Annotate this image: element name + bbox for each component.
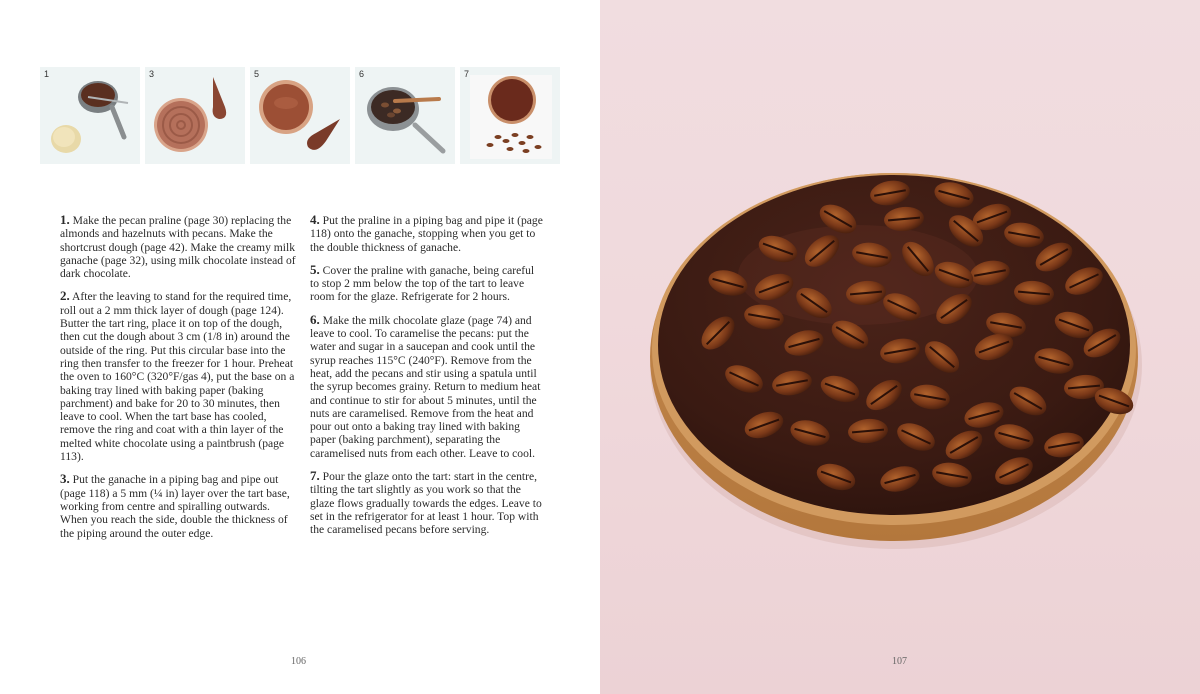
step-photo-label: 7: [464, 69, 470, 79]
piped-ganache-image: [145, 67, 245, 164]
method-step-6: 6. Make the milk chocolate glaze (page 74) and leave to cool. To caramelise the pecans: put the water and sugar in a saucepan and cook until the syrup reaches 115°C (240°F). Remove from the heat, add the pecans and stir using a spatula until the syrup becomes grainy. Return to medium heat and continue to stir for about 5 minutes, until the nuts are caramelised. Remove from the heat and pour out onto a baking tray lined with baking paper (baking parchment), separating the caramelised nuts from each other. Leave to cool.: [310, 311, 541, 460]
page-number-left: 106: [291, 656, 306, 667]
method-step-1: 1. Make the pecan praline (page 30) replacing the almonds and hazelnuts with pecans. Make the shortcrust dough (page 42). Make the creamy milk ganache (page 32), using milk chocolate instead of dark chocolate.: [60, 212, 296, 281]
pecan-tart-image: [648, 165, 1144, 551]
step-photo-label: 6: [359, 69, 365, 79]
method-step-2: 2. After the leaving to stand for the required time, roll out a 2 mm thick layer of dough (page 124). Butter the tart ring, place it on top of the dough, then cut the dough about 3 cm (1/8 in) around the outside of the ring. Put this circular base into the ring then transfer to the freezer for 1 hour. Preheat the oven to 160°C (320°F/gas 4), put the base on a baking tray lined with baking paper (baking parchment) and bake for 20 to 30 minutes, then leave to cool. When the tart base has cooled, remove the ring and coat with a thin layer of the melted white chocolate using a paintbrush (page 113).: [60, 288, 295, 464]
caramelising-pecans-image: [355, 67, 455, 164]
step-photo-label: 1: [44, 69, 50, 79]
step-photo-label: 3: [149, 69, 155, 79]
step-photo-7: [460, 67, 560, 164]
method-step-3: 3. Put the ganache in a piping bag and pipe out (page 118) a 5 mm (¼ in) layer over the tart base, working from centre and spiralling outwards. When you reach the side, double the thickness of the piping around the outer edge.: [60, 471, 290, 540]
step-photo-strip: [40, 67, 560, 164]
covered-tart-image: [250, 67, 350, 164]
saucepan-ganache-image: [40, 67, 140, 164]
method-column-left: [60, 213, 296, 549]
method-step-4: 4. Put the praline in a piping bag and pipe it (page 118) onto the ganache, stopping when you get to the double thickness of ganache.: [310, 212, 543, 254]
step-photo-6: [355, 67, 455, 164]
step-photo-1: [40, 67, 140, 164]
pecan-tart-photo: [648, 165, 1144, 551]
method-column-right: [310, 213, 546, 546]
method-step-5: 5. Cover the praline with ganache, being careful to stop 2 mm below the top of the tart to leave room for the glaze. Refrigerate for 2 hours.: [310, 261, 535, 304]
step-photo-label: 5: [254, 69, 260, 79]
step-photo-3: [145, 67, 245, 164]
glazed-tart-with-pecans-image: [460, 67, 560, 164]
page-number-right: 107: [892, 656, 907, 667]
step-photo-5: [250, 67, 350, 164]
method-step-7: 7. Pour the glaze onto the tart: start in the centre, tilting the tart slightly as you work so that the glaze flows gradually towards the edges. Leave to set in the refrigerator for at least 1 hour. Top with the caramelised pecans before serving.: [310, 468, 542, 537]
